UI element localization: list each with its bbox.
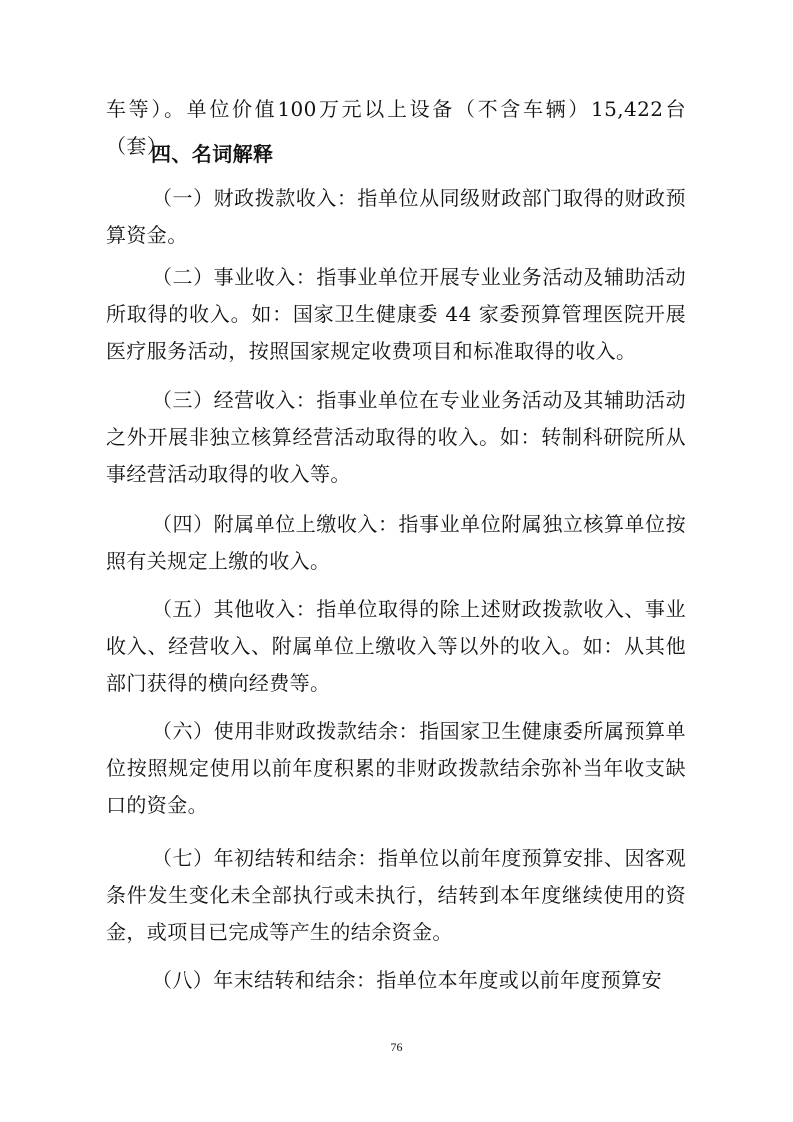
definition-2: （二）事业收入：指事业单位开展专业业务活动及辅助活动所取得的收入。如：国家卫生健康委 44 家委预算管理医院开展医疗服务活动，按照国家规定收费项目和标准取得的收入。 bbox=[106, 265, 686, 363]
definition-1: （一）财政拨款收入：指单位从同级财政部门取得的财政预算资金。 bbox=[106, 186, 686, 247]
definition-5: （五）其他收入：指单位取得的除上述财政拨款收入、事业收入、经营收入、附属单位上缴收入等以外的收入。如：从其他部门获得的横向经费等。 bbox=[106, 597, 686, 695]
definition-8: （八）年末结转和结余：指单位本年度或以前年度预算安 bbox=[152, 968, 662, 992]
definition-6: （六）使用非财政拨款结余：指国家卫生健康委所属预算单位按照规定使用以前年度积累的非财政拨款结余弥补当年收支缺口的资金。 bbox=[106, 719, 686, 817]
definition-3: （三）经营收入：指事业单位在专业业务活动及其辅助活动之外开展非独立核算经营活动取得的收入。如：转制科研院所从事经营活动取得的收入等。 bbox=[106, 388, 686, 486]
section-heading: 四、名词解释 bbox=[151, 142, 274, 166]
page-number: 76 bbox=[390, 1040, 403, 1054]
continuation-paragraph: 车等）。单位价值100万元以上设备（不含车辆）15,422台（套）。 bbox=[106, 97, 686, 158]
definition-4: （四）附属单位上缴收入：指事业单位附属独立核算单位按照有关规定上缴的收入。 bbox=[106, 512, 686, 573]
definition-7: （七）年初结转和结余：指单位以前年度预算安排、因客观条件发生变化未全部执行或未执行，结转到本年度继续使用的资金，或项目已完成等产生的结余资金。 bbox=[106, 846, 686, 944]
